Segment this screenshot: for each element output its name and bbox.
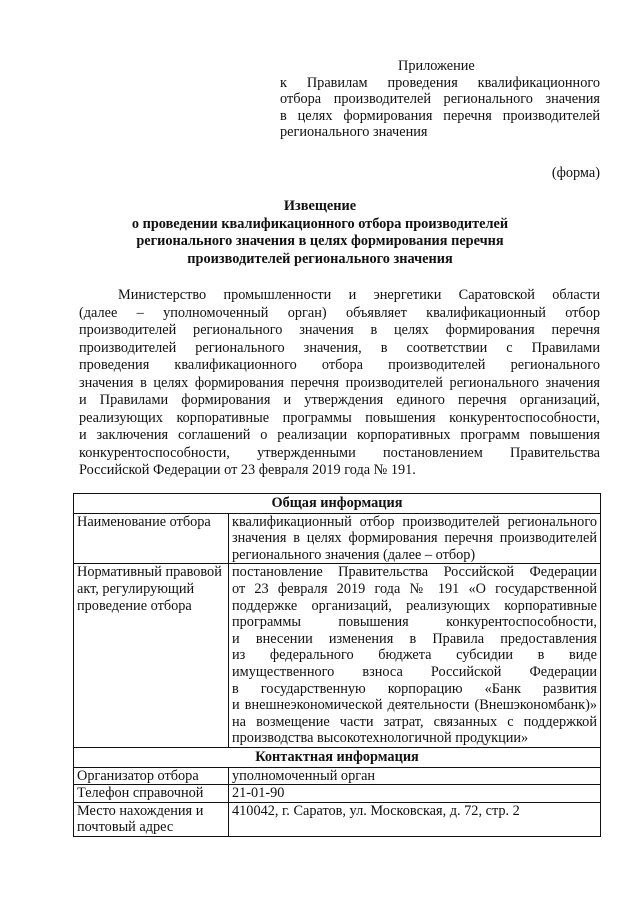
appendix-heading: Приложение bbox=[398, 58, 475, 74]
value-line: квалификационный отбор производителей регионального bbox=[232, 513, 597, 530]
appendix-line: в целях формирования перечня производителей bbox=[280, 107, 600, 124]
title-line: Извещение bbox=[283, 198, 357, 214]
row-label-selection-name: Наименование отбора bbox=[74, 513, 229, 564]
row-label-address: Место нахождения и почтовый адрес bbox=[74, 802, 229, 836]
paragraph-line: проведения квалификационного отбора производителей регионального bbox=[79, 357, 600, 373]
table-row bbox=[74, 564, 601, 748]
section-general-header: Общая информация bbox=[74, 494, 601, 514]
row-value-address: 410042, г. Саратов, ул. Московская, д. 72, стр. 2 bbox=[229, 802, 601, 836]
section-contacts-header: Контактная информация bbox=[74, 747, 601, 767]
row-value-organizer: уполномоченный орган bbox=[229, 767, 601, 785]
paragraph-line: Министерство промышленности и энергетики Саратовской области bbox=[118, 287, 600, 303]
value-line: и внесении изменения в Правила предоставления bbox=[232, 630, 597, 647]
form-mark: (форма) bbox=[551, 165, 600, 181]
value-line: имущественного взноса Российской Федерации bbox=[232, 663, 597, 680]
paragraph-line: и заключения соглашений о реализации корпоративных программ повышения bbox=[79, 427, 600, 443]
paragraph-line: значения в целях формирования перечня производителей регионального значения bbox=[79, 374, 600, 391]
value-line: производства высокотехнологичной продукции» bbox=[232, 730, 529, 747]
info-table bbox=[73, 493, 601, 837]
title-line: производителей регионального значения bbox=[187, 250, 453, 267]
paragraph-line: конкурентоспособности, утвержденными постановлением Правительства bbox=[79, 444, 600, 461]
table-row bbox=[74, 802, 601, 836]
value-line: программы повышения конкурентоспособности, bbox=[232, 614, 597, 631]
table-row bbox=[74, 785, 601, 803]
title-line: регионального значения в целях формирования перечня bbox=[136, 233, 504, 250]
table-section-header-row bbox=[74, 747, 601, 767]
row-value-legal-act bbox=[229, 564, 601, 748]
row-label-legal-act: Нормативный правовой акт, регулирующий проведение отбора bbox=[74, 564, 229, 748]
paragraph-line: производителей регионального значения в целях формирования перечня bbox=[79, 322, 600, 338]
value-line: значения в целях формирования перечня производителей bbox=[232, 530, 597, 547]
title-line: о проведении квалификационного отбора производителей bbox=[131, 215, 509, 232]
appendix-line: отбора производителей регионального значения bbox=[280, 91, 600, 108]
value-line: и внешнеэкономической деятельности (Внешэкономбанк)» bbox=[232, 697, 597, 714]
row-label-phone: Телефон справочной bbox=[74, 785, 229, 803]
value-line: регионального значения (далее – отбор) bbox=[232, 546, 476, 563]
value-line: поддержке организаций, реализующих корпоративные bbox=[232, 597, 597, 614]
table-row bbox=[74, 513, 601, 564]
row-value-selection-name bbox=[229, 513, 601, 564]
value-line: постановление Правительства Российской Федерации bbox=[232, 564, 597, 581]
table-section-header-row bbox=[74, 494, 601, 514]
table-row bbox=[74, 767, 601, 785]
paragraph-line: (далее – уполномоченный орган) объявляет квалификационный отбор bbox=[79, 304, 600, 321]
document-title bbox=[70, 198, 570, 268]
paragraph-line: реализующих корпоративные программы повышения конкурентоспособности, bbox=[79, 409, 600, 426]
appendix-block bbox=[280, 58, 600, 141]
value-line: на возмещение части затрат, связанных с поддержкой bbox=[232, 713, 597, 730]
value-line: в государственную корпорацию «Банк развития bbox=[232, 680, 597, 697]
value-line: из федерального бюджета субсидии в виде bbox=[232, 647, 597, 664]
value-line: от 23 февраля 2019 года № 191 «О государственной bbox=[232, 580, 597, 597]
appendix-line: к Правилам проведения квалификационного bbox=[280, 74, 600, 91]
paragraph-line: Российской Федерации от 23 февраля 2019 года № 191. bbox=[79, 462, 416, 478]
row-label-organizer: Организатор отбора bbox=[74, 767, 229, 785]
row-value-phone: 21-01-90 bbox=[229, 785, 601, 803]
appendix-line: регионального значения bbox=[280, 124, 428, 141]
notice-paragraph bbox=[79, 287, 600, 480]
paragraph-line: и Правилами формирования и утверждения единого перечня организаций, bbox=[79, 392, 600, 408]
paragraph-line: производителей регионального значения, в соответствии с Правилами bbox=[79, 339, 600, 356]
